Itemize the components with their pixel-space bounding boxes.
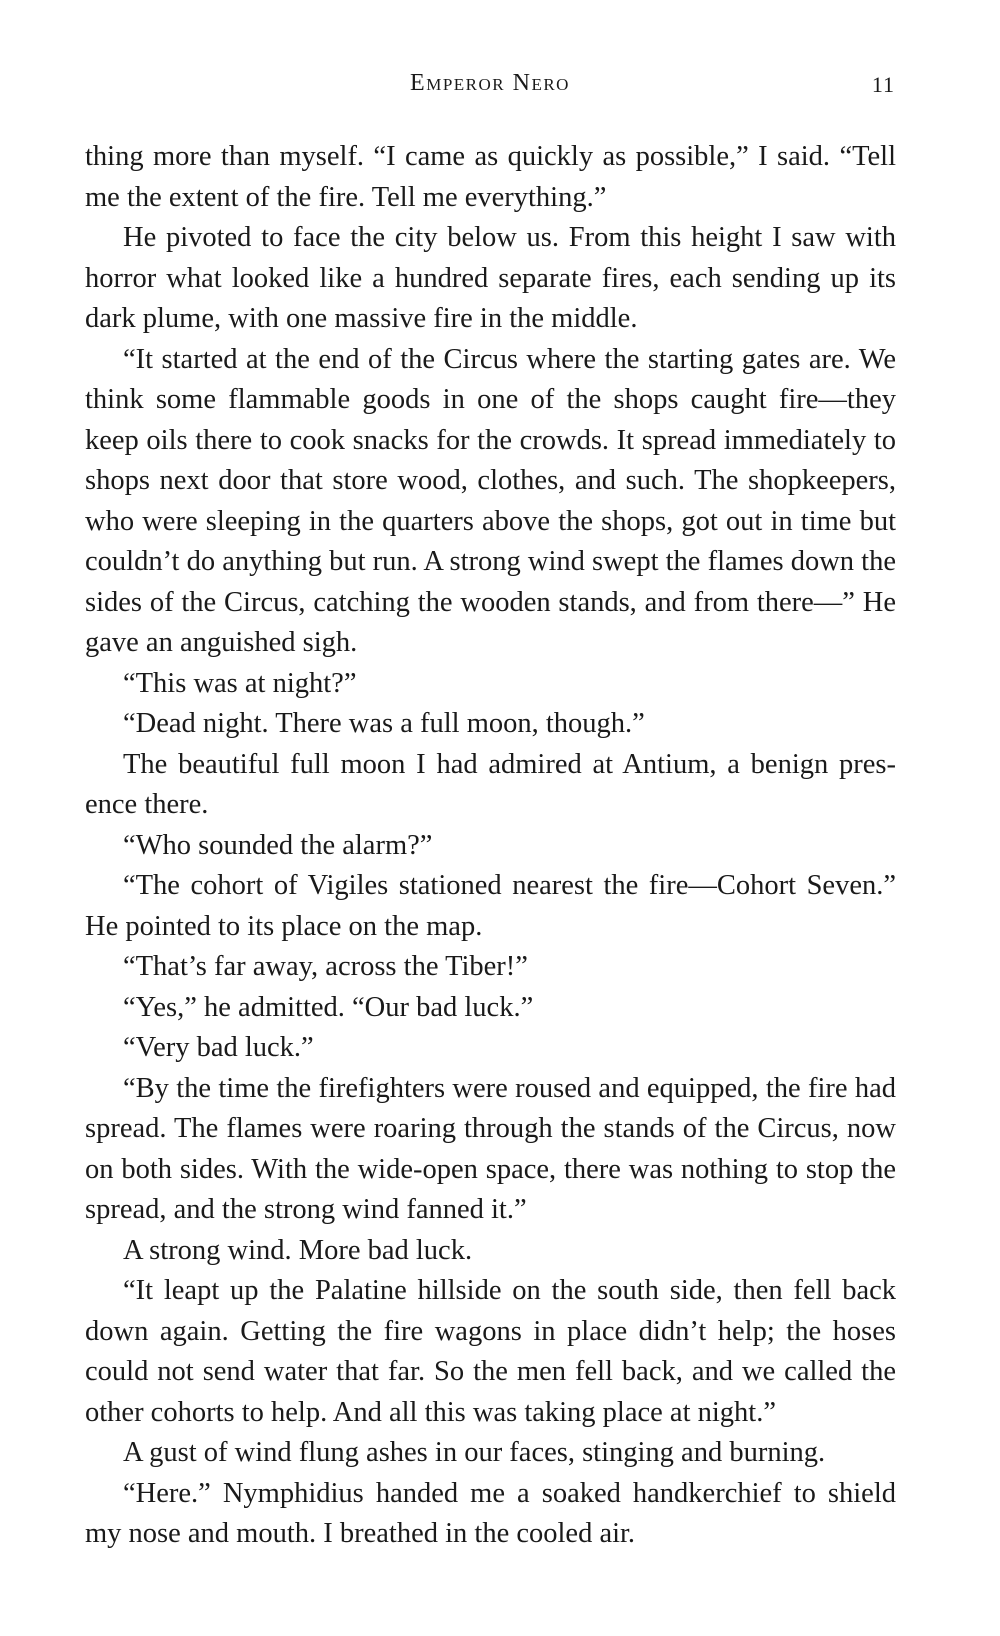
paragraph: “That’s far away, across the Tiber!” (123, 951, 528, 982)
paragraph: The beautiful full moon I had admired at Antium, a benign presence there. (85, 748, 896, 820)
body-text (85, 137, 896, 1555)
paragraph: He pivoted to face the city below us. From this height I saw with horror what looked like a hundred separate fires, each sending up its dark plume, with one massive fire in the middle. (85, 222, 896, 334)
paragraph: “Very bad luck.” (123, 1032, 314, 1063)
paragraph: “It started at the end of the Circus where the starting gates are. We think some flammable goods in one of the shops caught fire—they keep oils there to cook snacks for the crowds. It spread immediately to shops next door that store wood, clothes, and such. The shopkeepers, who were sleeping in the quarters above the shops, got out in time but couldn’t do anything but run. A strong wind swept the flames down the sides of the Circus, catching the wooden stands, and from there—” He gave an anguished sigh. (85, 343, 896, 658)
paragraph: “Who sounded the alarm?” (123, 829, 433, 861)
paragraph: A strong wind. More bad luck. (123, 1234, 473, 1266)
paragraph: A gust of wind flung ashes in our faces, stinging and burning. (123, 1437, 826, 1468)
paragraph: “Dead night. There was a full moon, though.” (123, 708, 645, 739)
paragraph-continued: thing more than myself. “I came as quickly as possible,” I said. “Tell me the extent of the fire. Tell me everything.” (85, 141, 896, 213)
paragraph: “This was at night?” (123, 667, 357, 699)
paragraph: “Here.” Nymphidius handed me a soaked handkerchief to shield my nose and mouth. I breathed in the cooled air. (85, 1477, 896, 1549)
page-number: 11 (871, 72, 895, 97)
paragraph: “Yes,” he admitted. “Our bad luck.” (123, 991, 534, 1023)
paragraph: “The cohort of Vigiles stationed nearest the fire—Cohort Seven.” He pointed to its place on the map. (85, 870, 896, 942)
running-head (85, 70, 895, 104)
paragraph: “By the time the firefighters were roused and equipped, the fire had spread. The flames were roaring through the stands of the Circus, now on both sides. With the wide-open space, there was nothing to stop the spread, and the strong wind fanned it.” (85, 1072, 896, 1225)
running-title: Emperor Nero (410, 70, 570, 96)
paragraph: “It leapt up the Palatine hillside on the south side, then fell back down again. Getting the fire wagons in place didn’t help; the hoses could not send water that far. So the men fell back, and we called the other cohorts to help. And all this was taking place at night.” (85, 1275, 896, 1428)
